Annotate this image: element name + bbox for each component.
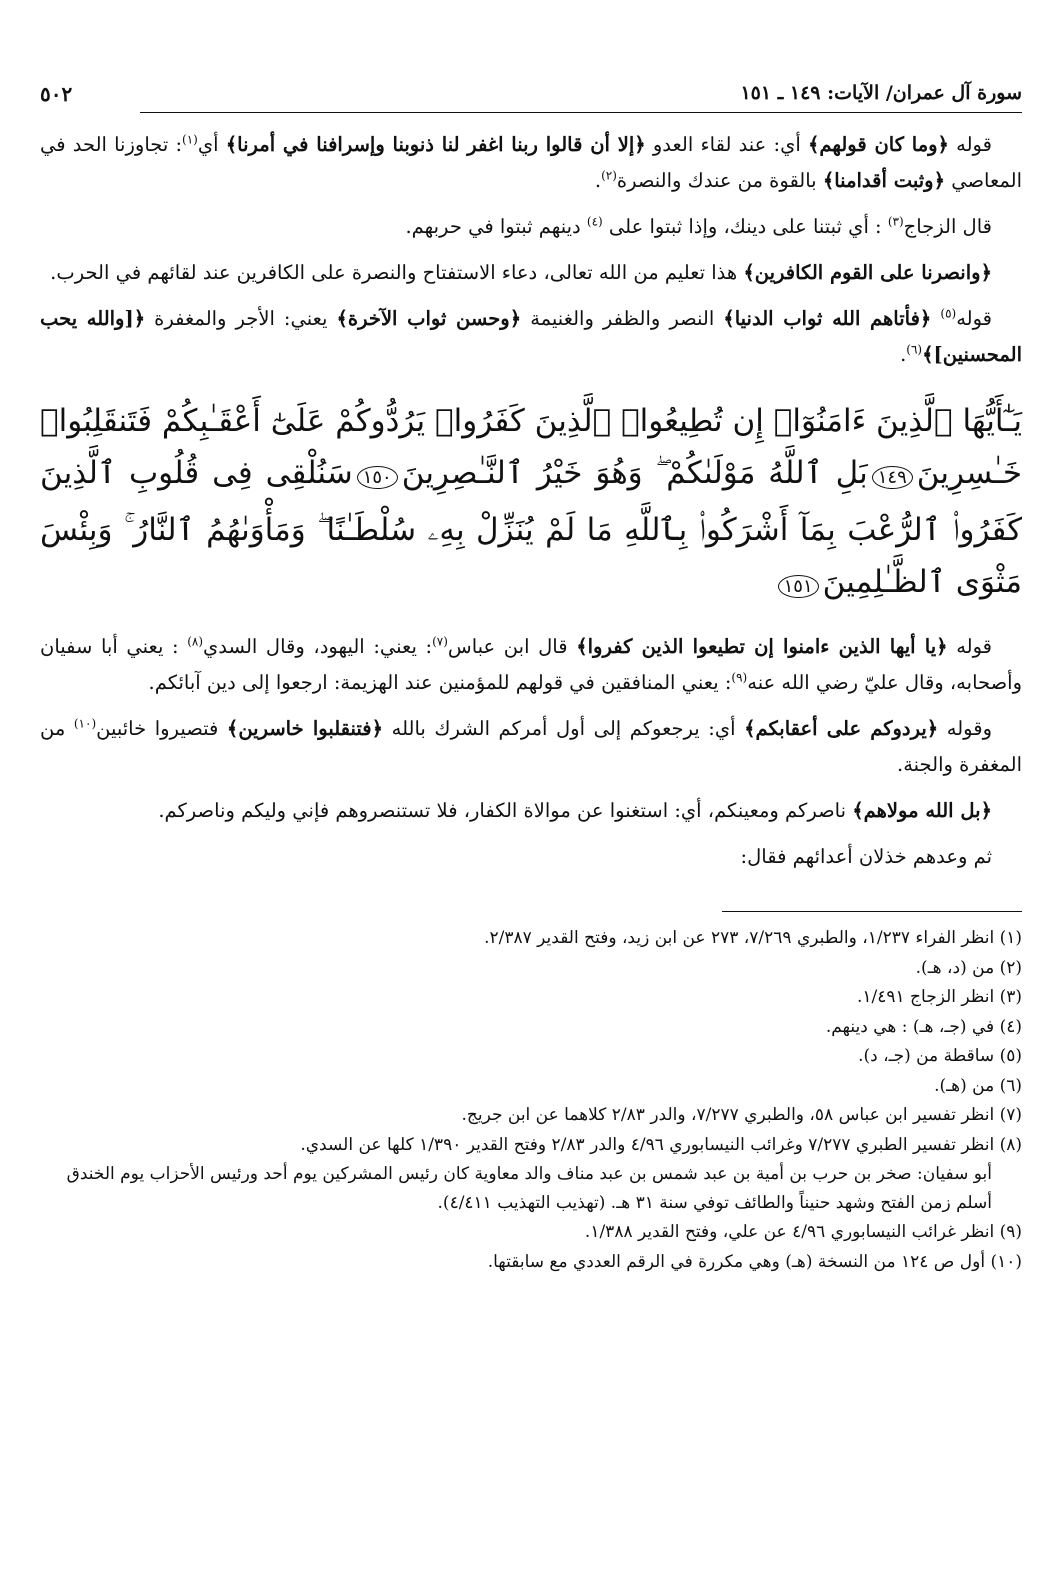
verse-number-marker: ١٥١ (778, 575, 819, 598)
quran-quote: ﴿وحسن ثواب الآخرة﴾ (336, 307, 522, 330)
footnote-continuation: أبو سفيان: صخر بن حرب بن أمية بن عبد شمس بن عبد مناف والد معاوية كان رئيس المشركين يوم أحد ورئيس الأحزاب يوم الخندق (66, 1164, 992, 1184)
quran-quote: ﴿إلا أن قالوا ربنا اغفر لنا ذنوبنا وإسرافنا في أمرنا﴾ (225, 133, 646, 156)
footnote-ref: (٨) (187, 634, 204, 649)
footnote: (٩) انظر غرائب النيسابوري ٤/٩٦ عن علي، وفتح القدير ١/٣٨٨. (584, 1222, 1022, 1242)
footnote: (٧) انظر تفسير ابن عباس ٥٨، والطبري ٧/٢٧٧، والدر ٢/٨٣ كلاهما عن ابن جريج. (461, 1105, 1022, 1125)
text: : يعني أبا سفيان وأصحابه، وقال عليّ رضي الله عنه (40, 635, 1022, 694)
text: ثم وعدهم خذلان أعدائهم فقال: (740, 845, 992, 868)
text: . (900, 343, 907, 366)
paragraph-8 (40, 839, 1022, 875)
text: أي: يرجعوكم إلى أول أمركم الشرك بالله (383, 717, 745, 740)
text: : تجاوزنا الحد في المعاصي (40, 133, 1022, 192)
footnote: (١) انظر الفراء ١/٢٣٧، والطبري ٧/٢٦٩، ٢٧٣ عن ابن زيد، وفتح القدير ٢/٣٨٧. (484, 928, 1022, 948)
quran-quote: ﴿فأتاهم الله ثواب الدنيا﴾ (723, 307, 932, 330)
quran-quote: ﴿وثبت أقدامنا﴾ (822, 169, 945, 192)
paragraph-6 (40, 711, 1022, 783)
text: أي: عند لقاء العدو (645, 133, 808, 156)
footnote-ref: (٢) (601, 168, 617, 183)
text: قوله (948, 133, 992, 156)
text: ناصركم ومعينكم، أي: استغنوا عن موالاة الكفار، فلا تستنصروهم فإني وليكم وناصركم. (158, 799, 853, 822)
footnote-ref: (٣) (887, 214, 904, 229)
quran-quote: ﴿[والله يحب المحسنين]﴾ (40, 307, 1022, 366)
quran-quote: ﴿بل الله مولاهم﴾ (852, 799, 992, 822)
text: قوله (956, 307, 992, 330)
text: قال ابن عباس (447, 635, 577, 658)
quran-quote: ﴿يا أيها الذين ءامنوا إن تطيعوا الذين كفروا﴾ (576, 635, 948, 658)
footnote: (٤) في (جـ، هـ) : هي دينهم. (825, 1016, 1022, 1037)
footnote-ref: (٥) (940, 306, 957, 321)
text: فتصيروا خائبين (96, 717, 227, 740)
footnote-ref: (١) (182, 132, 198, 147)
text: : يعني المنافقين في قولهم للمؤمنين عند الهزيمة: ارجعوا إلى دين آبائكم. (148, 671, 732, 694)
page-header (40, 78, 1022, 113)
quran-verses (40, 395, 1022, 613)
footnote-divider (722, 911, 1022, 912)
text: النصر والظفر والغنيمة (521, 307, 724, 330)
text: بالقوة من عندك والنصرة (616, 169, 823, 192)
paragraph-3 (40, 255, 1022, 291)
text: يعني: الأجر والمغفرة (145, 307, 337, 330)
text: : يعني: اليهود، وقال السدي (203, 635, 433, 658)
quran-quote: ﴿وما كان قولهم﴾ (807, 133, 949, 156)
text: دينهم ثبتوا في حربهم. (405, 215, 587, 238)
footnote-ref: (٤) (586, 214, 603, 229)
text: هذا تعليم من الله تعالى، دعاء الاستفتاح والنصرة على الكافرين عند لقائهم في الحرب. (50, 261, 744, 284)
footnotes (40, 924, 1022, 1277)
footnote-continuation: أسلم زمن الفتح وشهد حنيناً والطائف توفي سنة ٣١ هـ. (تهذيب التهذيب ٤/٤١١). (437, 1193, 992, 1213)
text: : أي ثبتنا على دينك، وإذا ثبتوا على (602, 215, 888, 238)
footnote: (٢) من (د، هـ). (915, 957, 1022, 978)
footnote: (٦) من (هـ). (934, 1075, 1022, 1096)
page-number: ٥٠٢ (40, 82, 73, 106)
text: . (594, 169, 602, 192)
text: من المغفرة والجنة. (40, 717, 1022, 776)
footnote: (٨) انظر تفسير الطبري ٧/٢٧٧ وغرائب النيسابوري ٤/٩٦ والدر ٢/٨٣ وفتح القدير ١/٣٩٠ كلها عن السدي. (300, 1134, 1022, 1155)
book-page (40, 78, 1022, 1277)
text: أي (197, 133, 226, 156)
text: قوله (947, 635, 993, 658)
footnote-ref: (١٠) (73, 716, 97, 731)
footnote: (٥) ساقطة من (جـ، د). (858, 1046, 1022, 1066)
footnote-ref: (٦) (906, 342, 923, 357)
verse-149: يَـٰٓأَيُّهَا ٱلَّذِينَ ءَامَنُوٓا۟ إِن تُطِيعُوا۟ ٱلَّذِينَ كَفَرُوا۟ يَرُدُّوكُمْ عَلَىٰٓ أَعْقَـٰبِكُمْ فَتَنقَلِبُوا۟ خَـٰسِرِينَ (40, 403, 1022, 491)
footnote: (٣) انظر الزجاج ١/٤٩١. (856, 987, 1022, 1007)
verse-number-marker: ١٥٠ (357, 466, 398, 489)
text: قال الزجاج (903, 215, 992, 238)
quran-quote: ﴿يردوكم على أعقابكم﴾ (744, 717, 939, 740)
paragraph-5 (40, 629, 1022, 701)
verse-151: سَنُلْقِى فِى قُلُوبِ ٱلَّذِينَ كَفَرُوا۟ ٱلرُّعْبَ بِمَآ أَشْرَكُوا۟ بِٱللَّهِ مَا لَمْ يُنَزِّلْ بِهِۦ سُلْطَـٰنًا ۖ وَمَأْوَىٰهُمُ ٱلنَّارُ ۚ وَبِئْسَ مَثْوَى ٱلظَّـٰلِمِينَ (40, 455, 1022, 600)
verse-number-marker: ١٤٩ (872, 466, 913, 489)
footnote-ref: (٧) (432, 634, 448, 649)
quran-quote: ﴿فتنقلبوا خاسرين﴾ (226, 717, 384, 740)
footnote-ref: (٩) (731, 670, 748, 685)
paragraph-4 (40, 301, 1022, 373)
quran-quote: ﴿وانصرنا على القوم الكافرين﴾ (743, 261, 992, 284)
paragraph-7 (40, 793, 1022, 829)
running-title: سورة آل عمران/ الآيات: ١٤٩ ـ ١٥١ (740, 82, 1022, 104)
verse-150: بَلِ ٱللَّهُ مَوْلَىٰكُمْ ۖ وَهُوَ خَيْرُ ٱلنَّـٰصِرِينَ (401, 455, 868, 491)
paragraph-1 (40, 127, 1022, 199)
paragraph-2 (40, 209, 1022, 245)
footnote: (١٠) أول ص ١٢٤ من النسخة (هـ) وهي مكررة في الرقم العددي مع سابقتها. (487, 1251, 1022, 1272)
text: وقوله (938, 717, 992, 740)
